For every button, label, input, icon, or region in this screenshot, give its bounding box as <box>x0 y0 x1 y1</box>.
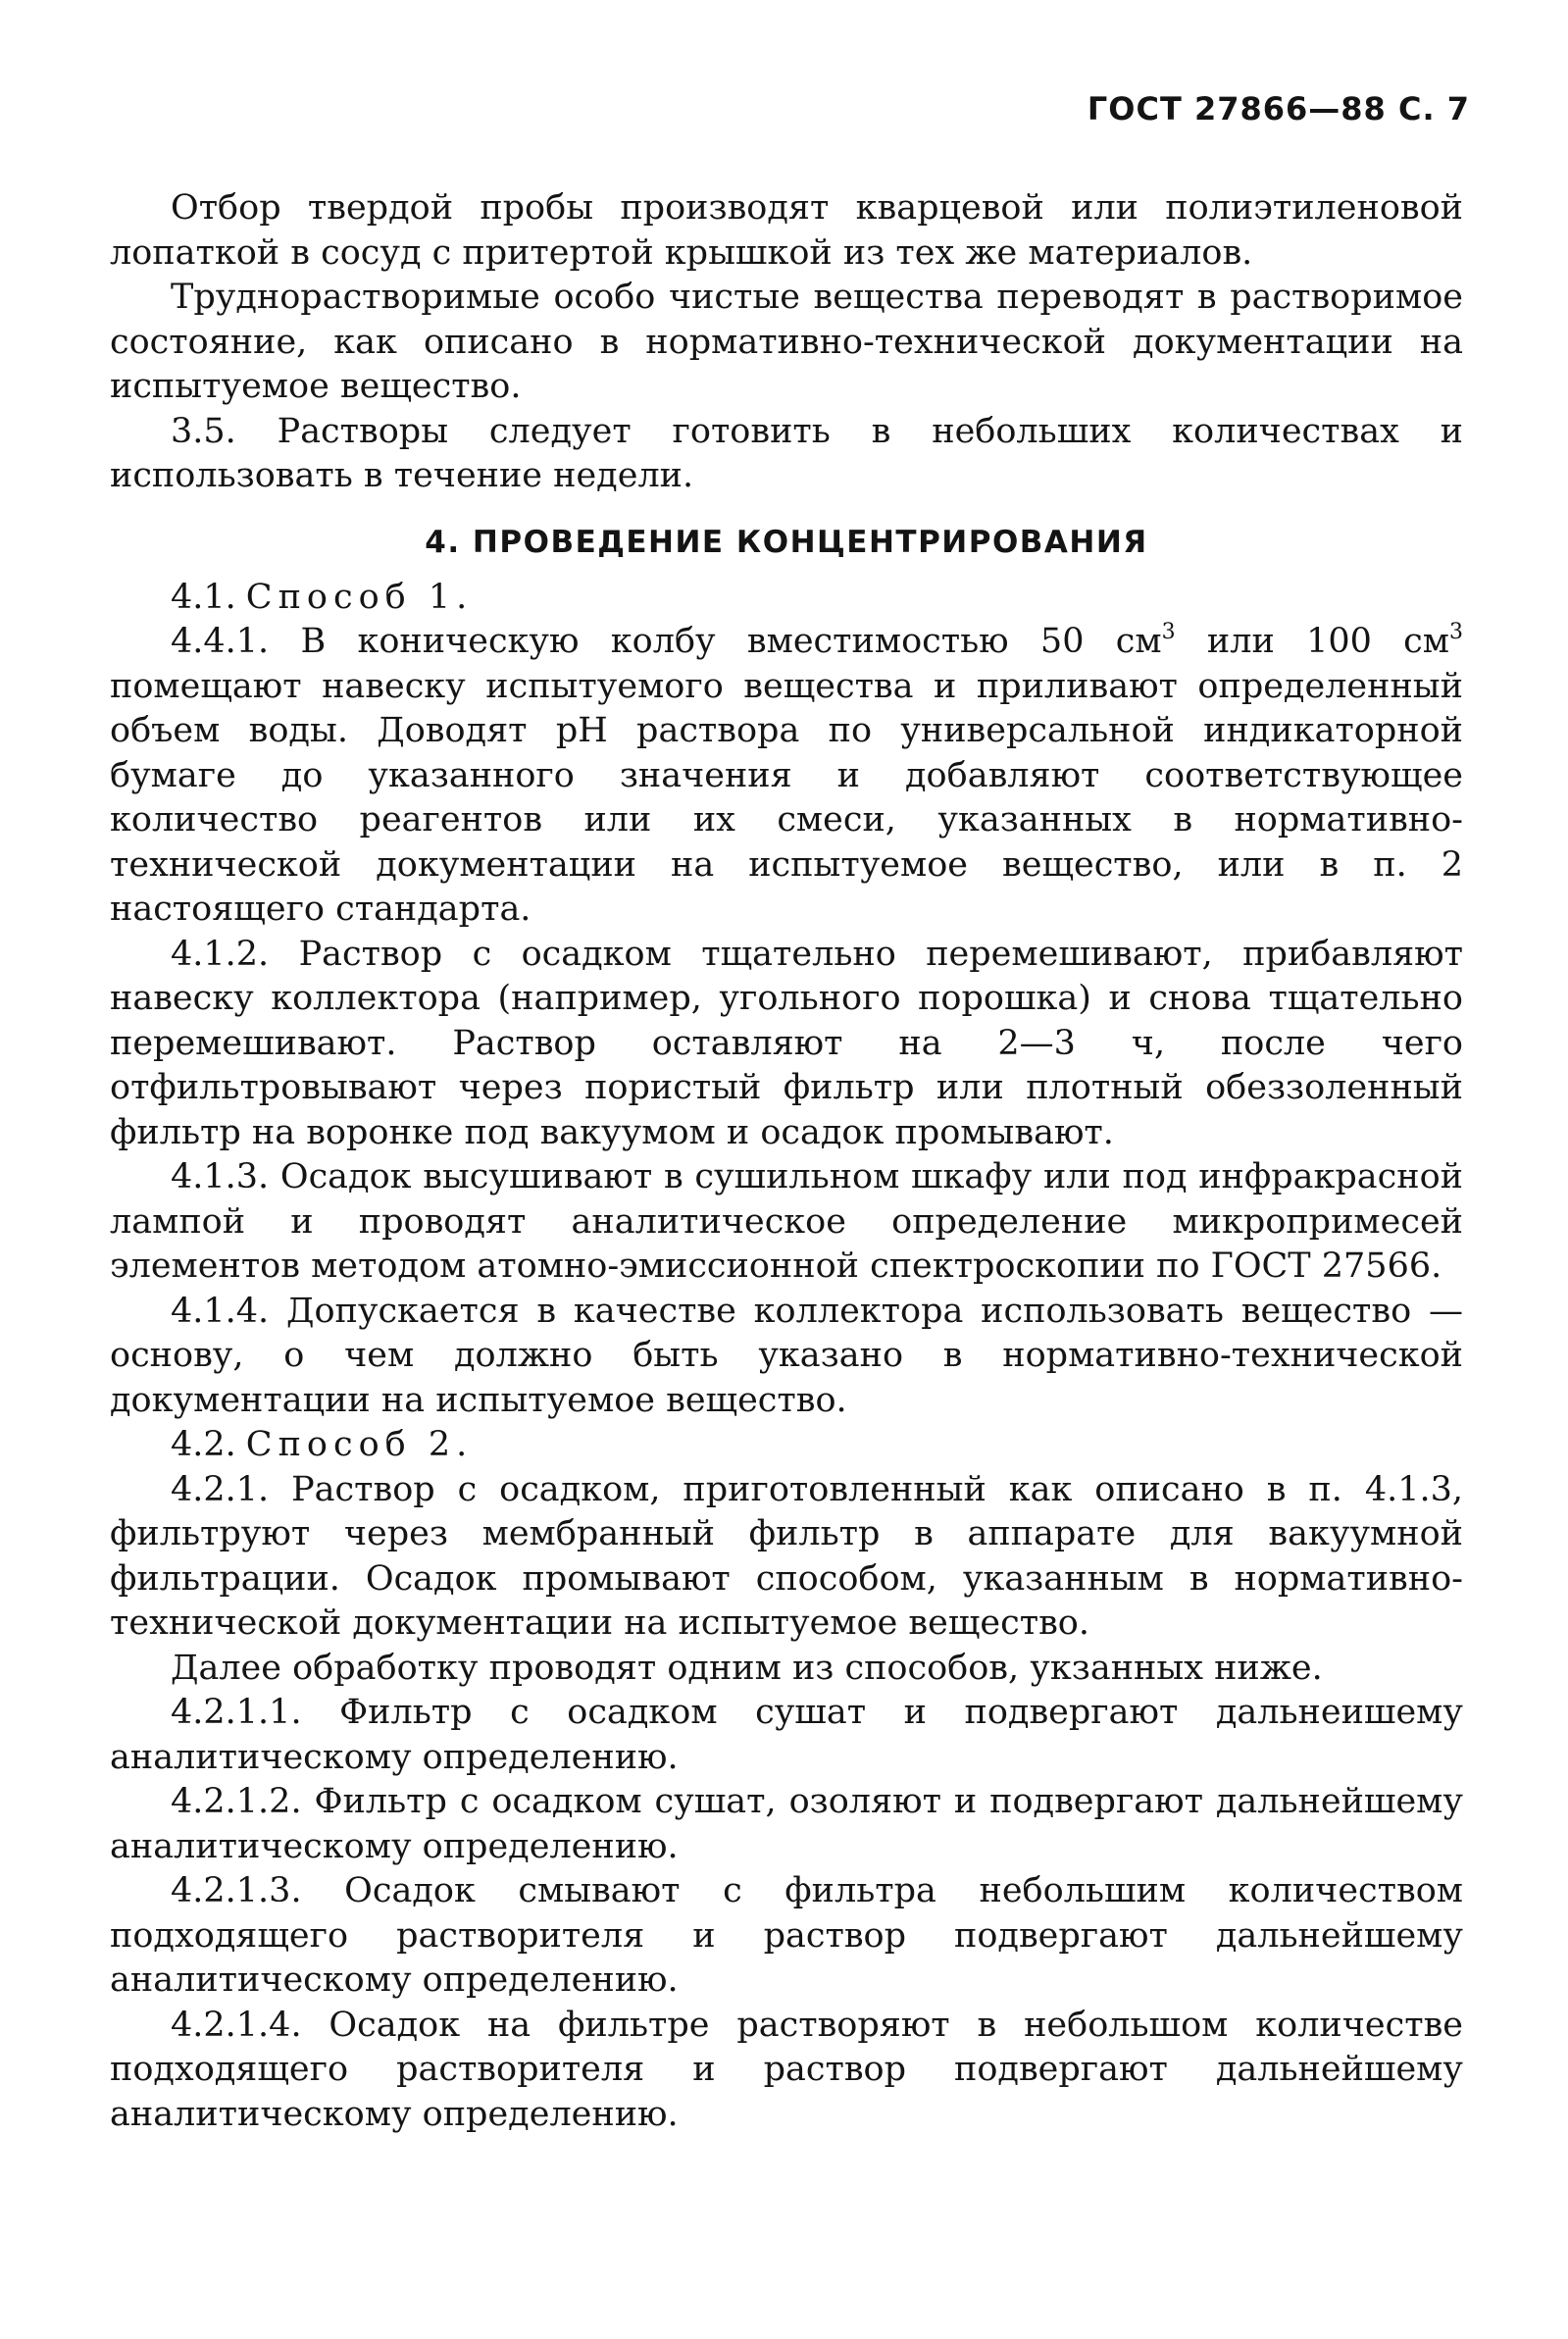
paragraph-4-4-1-part3: помещают навеску испытуемого вещества и приливают определенный объем воды. Доводят рН раствора по универсальной индикаторной бумаге до указанного значения и добавляют соответствующее количество реагентов или их смеси, указанных в нормативно-технической документации на испытуемое вещество, или в п. 2 настоящего стандарта. <box>110 666 1463 929</box>
paragraph-4-2-1-1: 4.2.1.1. Фильтр с осадком сушат и подвергают дальнеишему аналитическому определению. <box>110 1693 1463 1777</box>
method-2-heading <box>110 1423 1463 1468</box>
cubic-superscript-2: 3 <box>1449 620 1463 644</box>
paragraph-4-4-1-part1: 4.4.1. В коническую колбу вместимостью 50 см <box>171 622 1162 661</box>
paragraph-4-2-1-4: 4.2.1.4. Осадок на фильтре растворяют в небольшом количестве подходящего растворителя и раствор подвергают дальнейшему аналитическому определению. <box>110 2005 1463 2134</box>
method-2-number: 4.2. <box>171 1425 236 1464</box>
running-header: ГОСТ 27866—88 С. 7 <box>1087 90 1470 127</box>
paragraph-4-1-4: 4.1.4. Допускается в качестве коллектора использовать вещество — основу, о чем должно быть указано в нормативно-технической документации на испытуемое вещество. <box>110 1291 1463 1420</box>
paragraph-4-1-2: 4.1.2. Раствор с осадком тщательно перемешивают, прибавляют навеску коллектора (например, угольного порошка) и снова тщательно перемешивают. Раствор оставляют на 2—3 ч, после чего отфильтровывают через пористый фильтр или плотный обеззоленный фильтр на воронке под вакуумом и осадок промывают. <box>110 934 1463 1152</box>
method-1-number: 4.1. <box>171 577 236 617</box>
paragraph-4-4-1-part2: или 100 см <box>1175 622 1449 661</box>
section-title: 4. ПРОВЕДЕНИЕ КОНЦЕНТРИРОВАНИЯ <box>425 524 1148 560</box>
paragraph-4-4-1 <box>110 620 1463 933</box>
paragraph-4-1-3: 4.1.3. Осадок высушивают в сушильном шкафу или под инфракрасной лампой и проводят аналитическое определение микропримесей элементов методом атомно-эмиссионной спектроскопии по ГОСТ 27566. <box>110 1157 1463 1286</box>
cubic-superscript-1: 3 <box>1161 620 1176 644</box>
method-2-label: Способ 2. <box>245 1425 474 1464</box>
method-1-label: Способ 1. <box>245 577 474 617</box>
body-text <box>110 186 1463 2137</box>
paragraph-further-processing: Далее обработку проводят одним из способов, укзанных ниже. <box>171 1648 1323 1688</box>
paragraph-4-2-1-2: 4.2.1.2. Фильтр с осадком сушат, озоляют и подвергают дальнейшему аналитическому определению. <box>110 1782 1463 1866</box>
paragraph-sampling: Отбор твердой пробы производят кварцевой или полиэтиленовой лопаткой в сосуд с притертой крышкой из тех же материалов. <box>110 188 1463 273</box>
paragraph-3-5: 3.5. Растворы следует готовить в небольших количествах и использовать в течение недели. <box>110 411 1463 495</box>
paragraph-4-2-1-3: 4.2.1.3. Осадок смывают с фильтра небольшим количеством подходящего растворителя и раствор подвергают дальнейшему аналитическому определению. <box>110 1871 1463 2000</box>
paragraph-4-2-1: 4.2.1. Раствор с осадком, приготовленный как описано в п. 4.1.3, фильтруют через мембранный фильтр в аппарате для вакуумной фильтрации. Осадок промывают способом, указанным в нормативно-технической документации на испытуемое вещество. <box>110 1469 1463 1643</box>
paragraph-insoluble-substances: Труднорастворимые особо чистые вещества переводят в растворимое состояние, как описано в нормативно-технической документации на испытуемое вещество. <box>110 278 1463 406</box>
method-1-heading <box>110 576 1463 621</box>
